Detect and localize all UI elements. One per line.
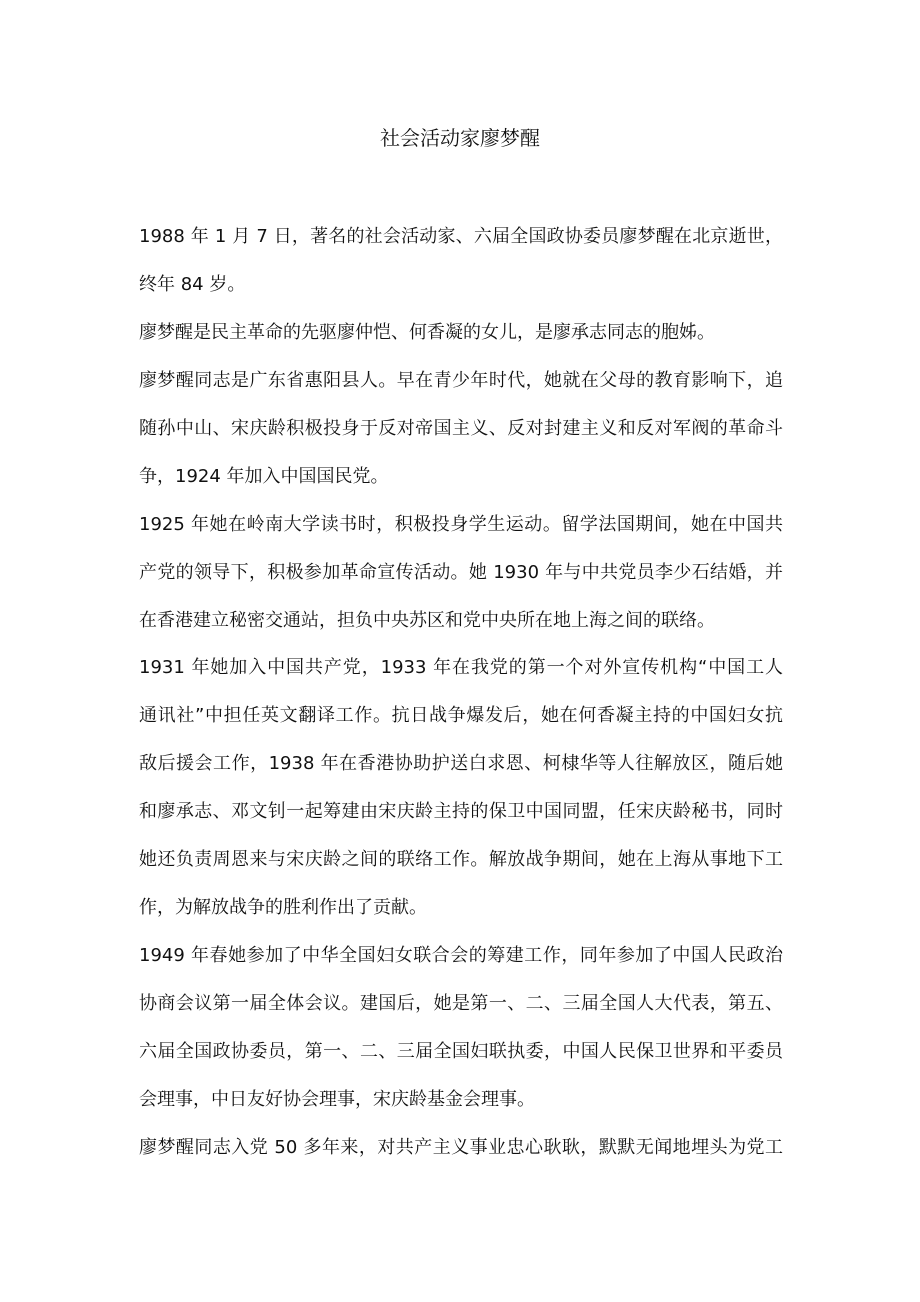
paragraph-line: 作，为解放战争的胜利作出了贡献。	[139, 897, 427, 919]
paragraph-line: 她还负责周恩来与宋庆龄之间的联络工作。解放战争期间，她在上海从事地下工	[139, 849, 783, 871]
paragraph-line: 产党的领导下，积极参加革命宣传活动。她 1930 年与中共党员李少石结婚，并	[139, 561, 783, 583]
paragraph-line: 敌后援会工作，1938 年在香港协助护送白求恩、柯棣华等人往解放区，随后她	[139, 753, 783, 775]
paragraph-line: 1925 年她在岭南大学读书时，积极投身学生运动。留学法国期间，她在中国共	[139, 513, 783, 535]
paragraph	[139, 213, 783, 309]
paragraph	[139, 932, 783, 1124]
paragraph-line: 六届全国政协委员，第一、二、三届全国妇联执委，中国人民保卫世界和平委员	[139, 1040, 783, 1062]
paragraph-line: 1949 年春她参加了中华全国妇女联合会的筹建工作，同年参加了中国人民政治	[139, 945, 783, 967]
document-title: 社会活动家廖梦醒	[380, 126, 540, 150]
paragraph	[139, 309, 783, 357]
paragraph-line: 通讯社”中担任英文翻译工作。抗日战争爆发后，她在何香凝主持的中国妇女抗	[139, 705, 783, 727]
paragraph-line: 廖梦醒是民主革命的先驱廖仲恺、何香凝的女儿，是廖承志同志的胞姊。	[139, 321, 715, 343]
paragraph-line: 廖梦醒同志是广东省惠阳县人。早在青少年时代，她就在父母的教育影响下，追	[139, 369, 783, 391]
paragraph-line: 争，1924 年加入中国国民党。	[139, 465, 389, 487]
paragraph-line: 1988 年 1 月 7 日，著名的社会活动家、六届全国政协委员廖梦醒在北京逝世，	[139, 226, 783, 247]
paragraph-line: 在香港建立秘密交通站，担负中央苏区和党中央所在地上海之间的联络。	[139, 609, 715, 631]
document-body	[139, 213, 783, 1172]
paragraph	[139, 644, 783, 932]
paragraph	[139, 1124, 783, 1172]
paragraph-line: 会理事，中日友好协会理事，宋庆龄基金会理事。	[139, 1088, 535, 1110]
paragraph-line: 随孙中山、宋庆龄积极投身于反对帝国主义、反对封建主义和反对军阀的革命斗	[139, 417, 783, 439]
paragraph-line: 1931 年她加入中国共产党，1933 年在我党的第一个对外宣传机构“中国工人	[139, 657, 783, 679]
paragraph-line: 和廖承志、邓文钊一起筹建由宋庆龄主持的保卫中国同盟，任宋庆龄秘书，同时	[139, 801, 783, 823]
paragraph-line: 终年 84 岁。	[139, 273, 246, 295]
paragraph-line: 廖梦醒同志入党 50 多年来，对共产主义事业忠心耿耿，默默无闻地埋头为党工	[139, 1136, 783, 1158]
paragraph	[139, 357, 783, 501]
paragraph-line: 协商会议第一届全体会议。建国后，她是第一、二、三届全国人大代表，第五、	[139, 993, 783, 1014]
paragraph	[139, 501, 783, 645]
